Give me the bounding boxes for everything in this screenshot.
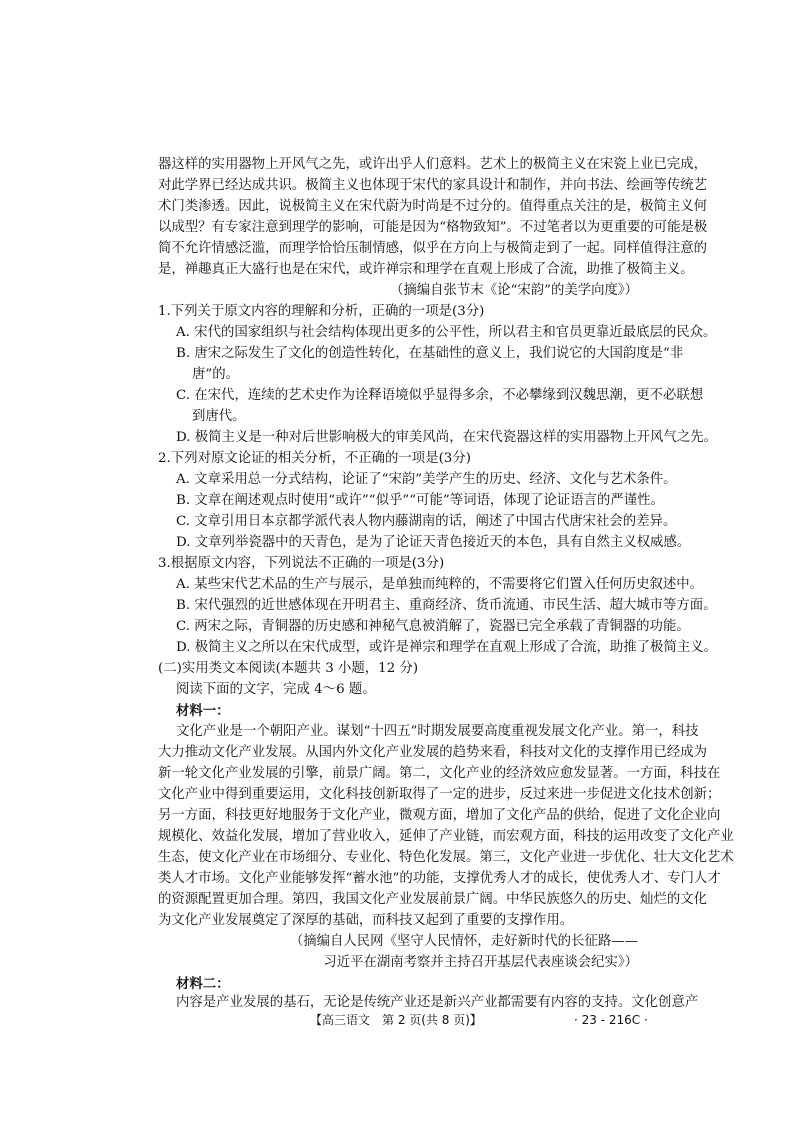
page-code: · 23 - 216C · xyxy=(574,1013,648,1027)
question-1-option-a: A. 宋代的国家组织与社会结构体现出更多的公平性，所以君主和官员更靠近最底层的民众。 xyxy=(176,325,717,340)
section-instruction: 阅读下面的文字，完成 4～6 题。 xyxy=(176,682,376,697)
material-1-line: 规模化、效益化发展，增加了营业收入，延伸了产业链，而宏观方面，科技的运用改变了文化产业 xyxy=(158,829,734,844)
question-1-option-b-cont: 唐”的。 xyxy=(192,367,240,382)
material-1-line: 另一方面，科技更好地服务于文化产业，微观方面，增加了文化产品的供给，促进了文化企业向 xyxy=(158,808,721,823)
article-line: 以成型？有专家注意到理学的影响，可能是因为“格物致知”。不过笔者以为更重要的可能是极 xyxy=(158,220,708,235)
article-source: （摘编自张节末《论“宋韵”的美学向度》） xyxy=(389,283,638,298)
material-2-line: 内容是产业发展的基石，无论是传统产业还是新兴产业都需要有内容的支持。文化创意产 xyxy=(176,995,699,1010)
material-1-line: 大力推动文化产业发展。从国内外文化产业发展的趋势来看，科技对文化的支撑作用已经成为 xyxy=(158,745,708,760)
question-1-option-b: B. 唐宋之际发生了文化的创造性转化，在基础性的意义上，我们说它的大国韵度是“非 xyxy=(176,346,684,361)
question-3-option-d: D. 极简主义之所以在宋代成型，或许是禅宗和理学在直观上形成了合流，助推了极简主义。 xyxy=(176,640,718,655)
question-2-option-b: B. 文章在阐述观点时使用“或许”“似乎”“可能”等词语，体现了论证语言的严谨性。 xyxy=(176,493,664,508)
question-2-stem: 2.下列对原文论证的相关分析，不正确的一项是(3分) xyxy=(158,451,471,466)
material-1-line: 文化产业中得到重要运用，文化科技创新取得了一定的进步，反过来进一步促进文化技术创新； xyxy=(158,787,721,802)
question-2-option-d: D. 文章列举瓷器中的天青色，是为了论证天青色接近天的本色，具有自然主义权威感。 xyxy=(176,535,691,550)
question-1-option-c: C. 在宋代，连续的艺术史作为诠释语境似乎显得多余，不必攀缘到汉魏思潮，更不必联想 xyxy=(176,388,704,403)
material-1-line: 新一轮文化产业发展的引擎，前景广阔。第二，文化产业的经济效应愈发显著。一方面，科技在 xyxy=(158,766,721,781)
question-1-stem: 1.下列关于原文内容的理解和分析，正确的一项是(3分) xyxy=(158,304,485,319)
material-2-label: 材料二： xyxy=(176,976,230,992)
question-1-option-c-cont: 到唐代。 xyxy=(192,409,246,424)
article-line: 简不允许情感泛滥，而理学恰恰压制情感，似乎在方向上与极简走到了一起。同样值得注意的 xyxy=(158,241,708,256)
section-heading: (二)实用类文本阅读(本题共 3 小题，12 分) xyxy=(158,661,419,676)
material-1-line: 的资源配置更加合理。第四，我国文化产业发展前景广阔。中华民族悠久的历史、灿烂的文化 xyxy=(158,892,708,907)
question-3-stem: 3.根据原文内容，下列说法不正确的一项是(3分) xyxy=(158,556,445,571)
question-3-option-b: B. 宋代强烈的近世感体现在开明君主、重商经济、货币流通、市民生活、超大城市等方面。 xyxy=(176,598,717,613)
material-1-line: 类人才市场。文化产业能够发挥“蓄水池”的功能，支撑优秀人才的成长，使优秀人才、专门人才 xyxy=(158,871,721,886)
question-2-option-c: C. 文章引用日本京都学派代表人物内藤湖南的话，阐述了中国古代唐宋社会的差异。 xyxy=(176,514,677,529)
question-3-option-a: A. 某些宋代艺术品的生产与展示，是单独而纯粹的，不需要将它们置入任何历史叙述中。 xyxy=(176,577,704,592)
question-3-option-c: C. 两宋之际，青铜器的历史感和神秘气息被消解了，瓷器已完全承载了青铜器的功能。 xyxy=(176,619,690,634)
question-1-option-d: D. 极简主义是一种对后世影响极大的审美风尚，在宋代瓷器这样的实用器物上开风气之先。 xyxy=(176,430,718,445)
article-line: 对此学界已经达成共识。极简主义也体现于宋代的家具设计和制作，并向书法、绘画等传统艺 xyxy=(158,178,708,193)
material-1-source-cont: 习近平在湖南考察并主持召开基层代表座谈会纪实》） xyxy=(323,955,638,970)
material-1-label: 材料一： xyxy=(176,703,230,719)
question-2-option-a: A. 文章采用总一分式结构，论证了“宋韵”美学产生的历史、经济、文化与艺术条件。 xyxy=(176,472,677,487)
material-1-line: 生态，使文化产业在市场细分、专业化、特色化发展。第三，文化产业进一步优化、壮大文化艺术 xyxy=(158,850,734,865)
material-1-source: （摘编自人民网《坚守人民情怀，走好新时代的长征路—— xyxy=(289,934,638,949)
page-footer: 【高三语文 第 2 页(共 8 页)】 xyxy=(310,1013,482,1027)
article-line: 器这样的实用器物上开风气之先，或许出乎人们意料。艺术上的极简主义在宋瓷上业已完成， xyxy=(158,157,708,172)
material-1-line: 为文化产业发展奠定了深厚的基础，而科技又起到了重要的支撑作用。 xyxy=(158,913,574,928)
article-line: 术门类渗透。因此，说极简主义在宋代蔚为时尚是不过分的。值得重点关注的是，极简主义何 xyxy=(158,199,708,214)
article-line: 是，禅趣真正大盛行也是在宋代，或许禅宗和理学在直观上形成了合流，助推了极简主义。 xyxy=(158,262,694,277)
material-1-line: 文化产业是一个朝阳产业。谋划“十四五”时期发展要高度重视发展文化产业。第一，科技 xyxy=(176,724,699,739)
